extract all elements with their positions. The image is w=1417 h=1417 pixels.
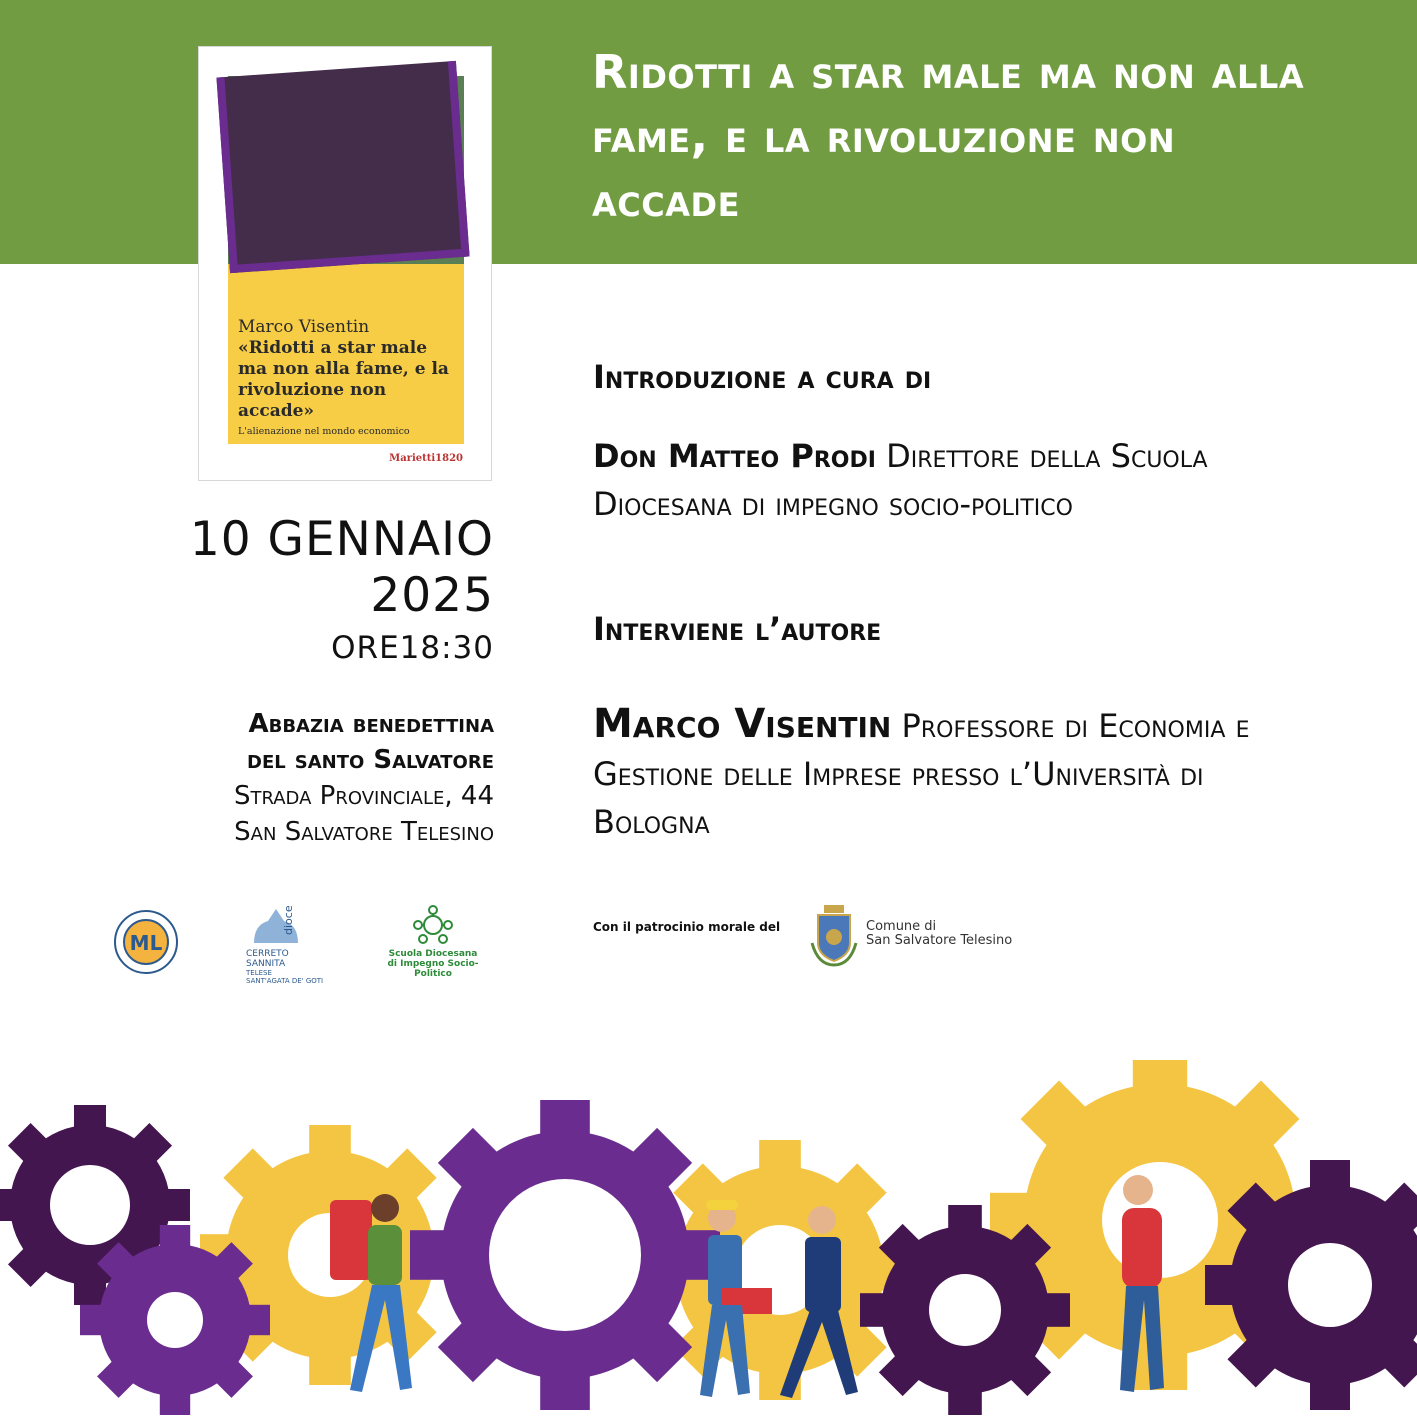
cover-text bbox=[238, 317, 458, 437]
scuola-line2: di Impegno Socio-Politico bbox=[387, 959, 479, 979]
gear-purple-center bbox=[410, 1100, 720, 1410]
event-time: ORE18:30 bbox=[331, 630, 494, 666]
mlac-logo bbox=[114, 910, 178, 974]
gear-purple-left bbox=[80, 1225, 270, 1415]
cover-publisher: Marietti1820 bbox=[389, 453, 463, 464]
event-date bbox=[190, 512, 494, 624]
speaker-name: Marco Visentin bbox=[593, 701, 892, 747]
cover-purple-square bbox=[216, 61, 469, 273]
event-date-year: 2025 bbox=[370, 568, 494, 623]
comune-name bbox=[866, 920, 1012, 948]
diocesi-line2: TELESE bbox=[246, 969, 272, 977]
cover-title: «Ridotti a star male ma non alla fame, e la rivoluzione non accade» bbox=[238, 338, 449, 421]
venue-name-1: Abbazia benedettina bbox=[248, 709, 494, 739]
comune-crest-icon bbox=[808, 903, 860, 967]
intro-name: Don Matteo Prodi bbox=[593, 437, 876, 475]
cover-subtitle: L'alienazione nel mondo economico bbox=[238, 426, 410, 437]
intro-block bbox=[593, 432, 1313, 528]
diocesi-word: diocesi bbox=[282, 905, 295, 935]
speaker-label bbox=[593, 605, 1313, 653]
speaker-role: Professore di Economia e Gestione delle Imprese presso l’Università di Bologna bbox=[593, 707, 1250, 841]
diocesi-line3: SANT'AGATA DE' GOTI bbox=[246, 977, 324, 985]
event-date-day: 10 GENNAIO bbox=[189, 512, 494, 567]
gear-dark-mid bbox=[860, 1205, 1070, 1415]
comune-line1: Comune di bbox=[866, 919, 937, 934]
mlac-text: ML bbox=[129, 931, 163, 955]
speaker-label-text: Interviene l’autore bbox=[593, 610, 882, 648]
gears-illustration bbox=[0, 1060, 1417, 1417]
diocesi-logo bbox=[246, 905, 326, 985]
speaker-block bbox=[593, 700, 1313, 846]
intro-role: Direttore della Scuola Diocesana di impegno socio-politico bbox=[593, 437, 1208, 523]
book-cover bbox=[198, 46, 492, 481]
event-venue bbox=[234, 706, 494, 850]
intro-label bbox=[593, 353, 1313, 401]
venue-address: Strada Provinciale, 44 bbox=[233, 781, 494, 811]
cover-author: Marco Visentin bbox=[238, 317, 370, 337]
venue-name-2: del santo Salvatore bbox=[247, 745, 494, 775]
diocesi-line1: CERRETO SANNITA bbox=[246, 949, 289, 969]
patrocinio-label: Con il patrocinio morale del bbox=[593, 920, 781, 934]
scuola-network-icon bbox=[408, 905, 458, 945]
scuola-line1: Scuola Diocesana bbox=[388, 949, 478, 959]
intro-label-text: Introduzione a cura di bbox=[593, 358, 932, 396]
venue-town: San Salvatore Telesino bbox=[234, 817, 494, 847]
event-title: Ridotti a star male ma non alla fame, e la rivoluzione non accade bbox=[592, 45, 1305, 227]
scuola-logo bbox=[378, 905, 488, 979]
comune-line2: San Salvatore Telesino bbox=[866, 933, 1013, 948]
